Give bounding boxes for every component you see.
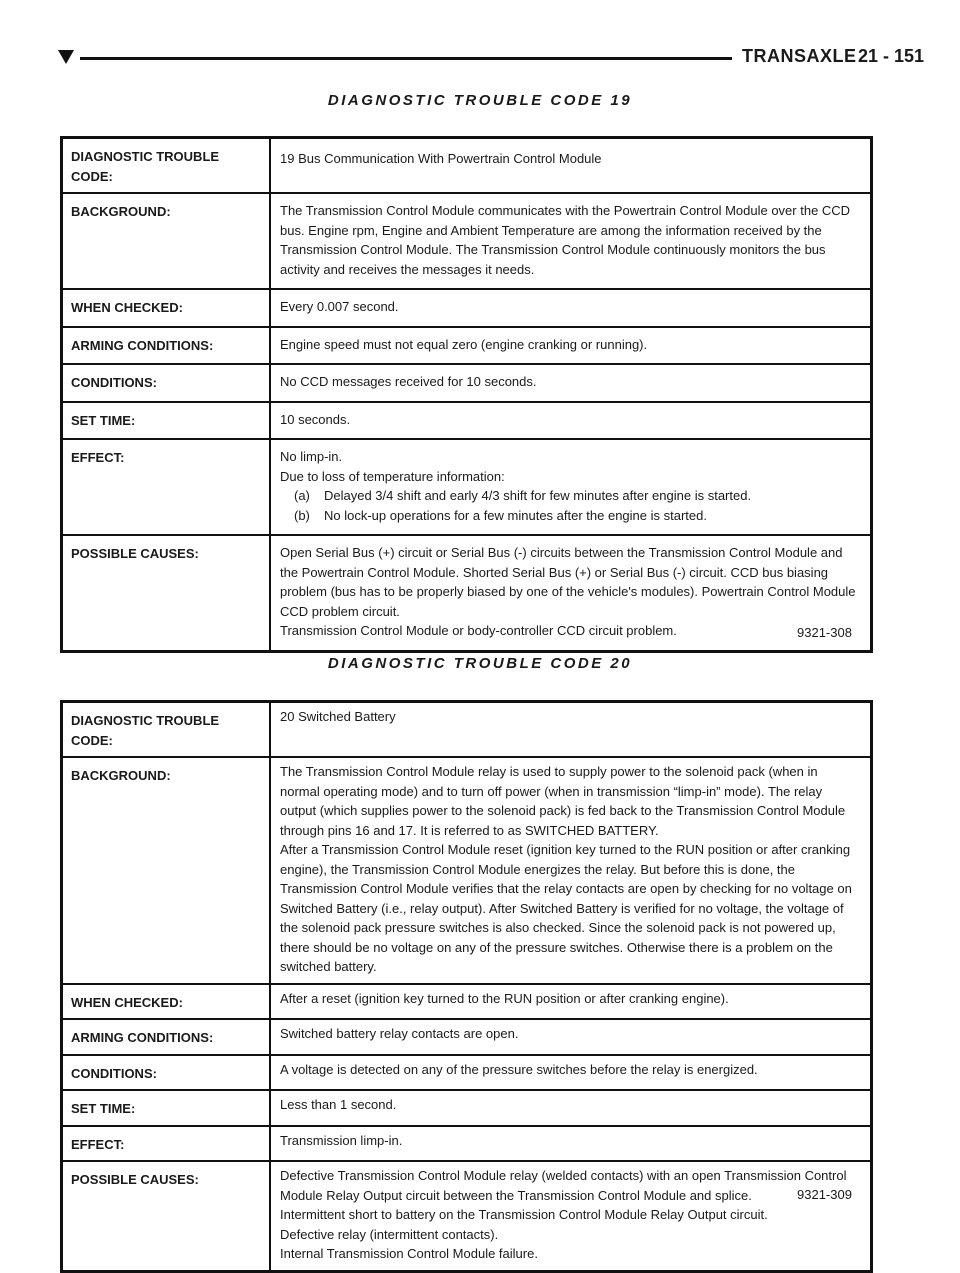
row-value: The Transmission Control Module communicates with the Powertrain Control Module over the CCD bus. Engine rpm, Engine and Ambient Temperature are among the information received by the Transmission Control Module. The Transmission Control Module continuously monitors the bus activity and receives the messages it needs.: [270, 193, 872, 289]
row-value: Engine speed must not equal zero (engine cranking or running).: [270, 327, 872, 365]
cause-line: Defective Transmission Control Module relay (welded contacts) with an open Transmission Control Module Relay Output circuit between the Transmission Control Module and splice.: [280, 1168, 847, 1203]
table-row: [62, 1019, 872, 1055]
row-label: ARMING CONDITIONS:: [62, 327, 271, 365]
page-number: 21 - 151: [858, 46, 925, 66]
table-row: [62, 327, 872, 365]
section-title: TRANSAXLE: [742, 46, 857, 66]
cause-line: Internal Transmission Control Module failure.: [280, 1246, 538, 1261]
table-row: [62, 193, 872, 289]
row-label: BACKGROUND:: [62, 193, 271, 289]
row-value: After a reset (ignition key turned to the RUN position or after cranking engine).: [270, 984, 872, 1020]
table-row: [62, 1126, 872, 1162]
dtc20-heading: DIAGNOSTIC TROUBLE CODE 20: [327, 655, 633, 672]
cause-line: Open Serial Bus (+) circuit or Serial Bus (-) circuits between the Transmission Control Module and the Powertrain Control Module. Shorted Serial Bus (+) or Serial Bus (-) circuit. CCD bus biasing problem (bus has to be properly biased by one of the vehicle's modules). Powertrain Control Module CCD problem circuit.: [280, 545, 856, 619]
row-label: CONDITIONS:: [62, 364, 271, 402]
row-label: DIAGNOSTIC TROUBLE CODE:: [62, 138, 271, 194]
table-row: [62, 1055, 872, 1091]
row-value: 19 Bus Communication With Powertrain Control Module: [280, 151, 602, 166]
row-value: [270, 535, 872, 651]
row-value: Less than 1 second.: [270, 1090, 872, 1126]
row-label: SET TIME:: [62, 402, 271, 440]
background-paragraph: The Transmission Control Module relay is used to supply power to the solenoid pack (when in normal operating mode) and to turn off power (when in transmission “limp-in” mode). The relay output (which supplies power to the solenoid pack) is fed back to the Transmission Control Module through pins 16 and 17. It is referred to as SWITCHED BATTERY.: [280, 764, 846, 838]
dtc19-table: [60, 136, 873, 653]
table-row: [62, 1090, 872, 1126]
row-value: Transmission limp-in.: [270, 1126, 872, 1162]
subitem-text: Delayed 3/4 shift and early 4/3 shift for few minutes after engine is started.: [324, 488, 752, 503]
row-label: ARMING CONDITIONS:: [62, 1019, 271, 1055]
subitem-text: No lock-up operations for a few minutes after the engine is started.: [324, 507, 707, 523]
dtc20-table: [60, 700, 873, 1273]
table-row: [62, 535, 872, 651]
row-value: Every 0.007 second.: [270, 289, 872, 327]
effect-line: Due to loss of temperature information:: [280, 468, 505, 484]
effect-subitem: [294, 486, 860, 506]
table-row: [62, 364, 872, 402]
dtc19-heading: DIAGNOSTIC TROUBLE CODE 19: [327, 92, 633, 109]
table-row: [62, 439, 872, 535]
table-row: [62, 702, 872, 758]
row-value: [270, 757, 872, 984]
figure-id: 9321-309: [797, 1187, 852, 1202]
row-value: 10 seconds.: [270, 402, 872, 440]
row-label: POSSIBLE CAUSES:: [62, 1161, 271, 1271]
row-value: [270, 439, 872, 535]
table-row: [62, 757, 872, 984]
table-row: [62, 138, 872, 194]
subitem-marker: (b): [294, 507, 310, 523]
row-label: WHEN CHECKED:: [62, 984, 271, 1020]
subitem-marker: (a): [294, 488, 310, 503]
background-paragraph: After a Transmission Control Module reset (ignition key turned to the RUN position or after cranking engine), the Transmission Control Module energizes the relay. But before this is done, the Transmission Control Module verifies that the relay contacts are open by checking for no voltage on Switched Battery (i.e., relay output). After Switched Battery is verified for no voltage, the voltage of the solenoid pack pressure switches is also checked. Since the solenoid pack is not powered up, there should be no voltage on any of the pressure switches. Otherwise there is a problem on the switched battery.: [280, 842, 852, 974]
row-label: SET TIME:: [62, 1090, 271, 1126]
effect-subitem: [294, 506, 860, 526]
row-label: DIAGNOSTIC TROUBLE CODE:: [62, 702, 271, 758]
row-label: CONDITIONS:: [62, 1055, 271, 1091]
cause-line: Defective relay (intermittent contacts).: [280, 1226, 499, 1242]
effect-line: No limp-in.: [280, 449, 343, 464]
row-value: A voltage is detected on any of the pressure switches before the relay is energized.: [270, 1055, 872, 1091]
table-row: [62, 984, 872, 1020]
row-label: BACKGROUND:: [62, 757, 271, 984]
cause-line: Transmission Control Module or body-controller CCD circuit problem.: [280, 623, 677, 638]
cause-line: Intermittent short to battery on the Transmission Control Module Relay Output circuit.: [280, 1207, 768, 1222]
row-value: Switched battery relay contacts are open.: [270, 1019, 872, 1055]
triangle-marker-icon: [58, 50, 74, 64]
row-label: EFFECT:: [62, 1126, 271, 1162]
row-label: EFFECT:: [62, 439, 271, 535]
row-value: 20 Switched Battery: [280, 709, 396, 724]
figure-id: 9321-308: [797, 625, 852, 640]
header-rule: [80, 57, 732, 60]
row-label: WHEN CHECKED:: [62, 289, 271, 327]
row-value: No CCD messages received for 10 seconds.: [270, 364, 872, 402]
table-row: [62, 1161, 872, 1271]
table-row: [62, 402, 872, 440]
page-header: [58, 44, 925, 72]
table-row: [62, 289, 872, 327]
row-label: POSSIBLE CAUSES:: [62, 535, 271, 651]
row-value: [270, 1161, 872, 1271]
